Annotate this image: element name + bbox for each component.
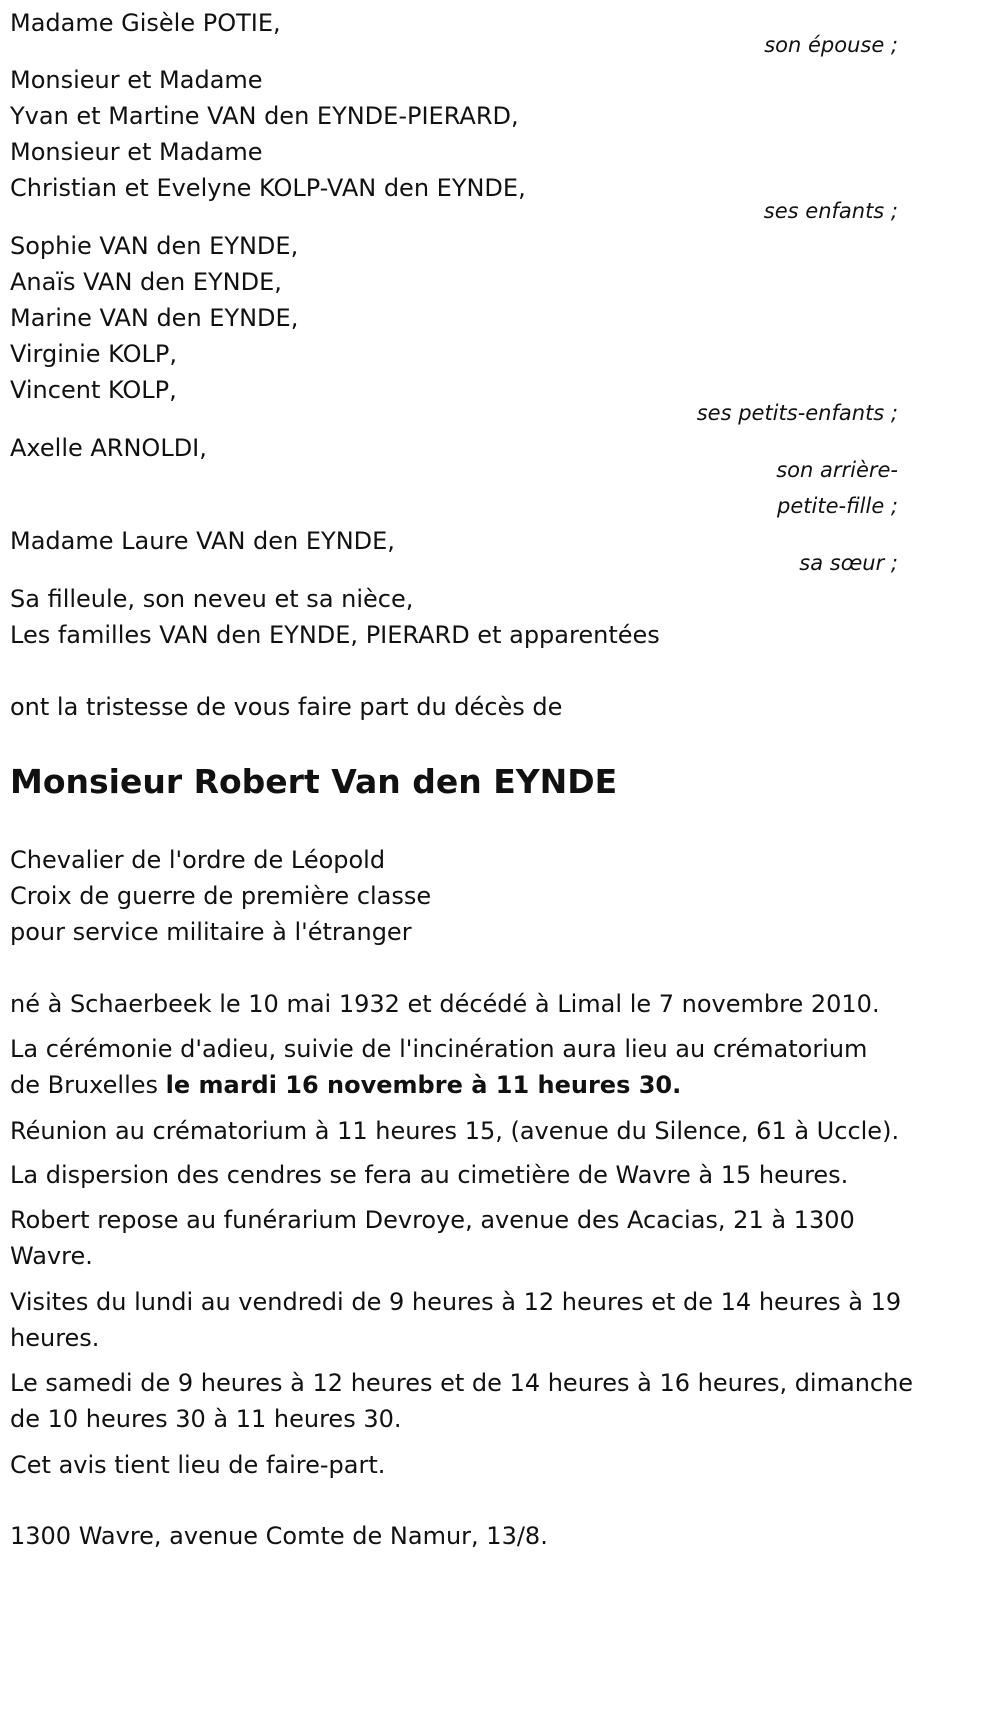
grandchild-line-1: Sophie VAN den EYNDE, <box>10 232 299 260</box>
rest-line-1: Robert repose au funérarium Devroye, avenue des Acacias, 21 à 1300 <box>10 1206 855 1234</box>
grandchildren-role: ses petits-enfants ; <box>696 401 898 425</box>
ceremony-date: le mardi 16 novembre à 11 heures 30. <box>165 1071 682 1099</box>
ceremony-location: de Bruxelles <box>10 1071 166 1099</box>
great-granddaughter-role-line-1: son arrière- <box>776 458 898 482</box>
reunion-text: Réunion au crématorium à 11 heures 15, (avenue du Silence, 61 à Uccle). <box>10 1117 900 1145</box>
visits-line-1: Visites du lundi au vendredi de 9 heures à 12 heures et de 14 heures à 19 <box>10 1288 902 1316</box>
rest-line-2: Wavre. <box>10 1242 93 1270</box>
spouse-role: son épouse ; <box>764 33 898 57</box>
address-text: 1300 Wavre, avenue Comte de Namur, 13/8. <box>10 1522 548 1550</box>
announcement-text: ont la tristesse de vous faire part du décès de <box>10 693 563 721</box>
sister-role: sa sœur ; <box>799 551 898 575</box>
grandchild-line-5: Vincent KOLP, <box>10 376 177 404</box>
sister-name: Madame Laure VAN den EYNDE, <box>10 527 395 555</box>
children-role: ses enfants ; <box>763 199 898 223</box>
great-granddaughter-name: Axelle ARNOLDI, <box>10 434 207 462</box>
great-granddaughter-role-line-2: petite-fille ; <box>777 494 898 518</box>
grandchild-line-4: Virginie KOLP, <box>10 340 177 368</box>
children-line-4: Christian et Evelyne KOLP-VAN den EYNDE, <box>10 174 526 202</box>
ceremony-line-2 <box>10 1070 681 1100</box>
spouse-name: Madame Gisèle POTIE, <box>10 9 281 37</box>
deceased-name: Monsieur Robert Van den EYNDE <box>10 762 618 801</box>
honor-line-2: Croix de guerre de première classe <box>10 882 432 910</box>
visits-line-2: heures. <box>10 1324 100 1352</box>
others-line-1: Sa filleule, son neveu et sa nièce, <box>10 585 414 613</box>
ceremony-line-1: La cérémonie d'adieu, suivie de l'incinération aura lieu au crématorium <box>10 1035 868 1063</box>
children-line-2: Yvan et Martine VAN den EYNDE-PIERARD, <box>10 102 519 130</box>
notice-text: Cet avis tient lieu de faire-part. <box>10 1451 386 1479</box>
saturday-line-1: Le samedi de 9 heures à 12 heures et de 14 heures à 16 heures, dimanche <box>10 1369 914 1397</box>
grandchild-line-2: Anaïs VAN den EYNDE, <box>10 268 282 296</box>
honor-line-3: pour service militaire à l'étranger <box>10 918 412 946</box>
grandchild-line-3: Marine VAN den EYNDE, <box>10 304 299 332</box>
others-line-2: Les familles VAN den EYNDE, PIERARD et apparentées <box>10 621 660 649</box>
children-line-1: Monsieur et Madame <box>10 66 263 94</box>
honor-line-1: Chevalier de l'ordre de Léopold <box>10 846 386 874</box>
saturday-line-2: de 10 heures 30 à 11 heures 30. <box>10 1405 402 1433</box>
ashes-text: La dispersion des cendres se fera au cimetière de Wavre à 15 heures. <box>10 1161 849 1189</box>
children-line-3: Monsieur et Madame <box>10 138 263 166</box>
birth-death-text: né à Schaerbeek le 10 mai 1932 et décédé à Limal le 7 novembre 2010. <box>10 990 880 1018</box>
